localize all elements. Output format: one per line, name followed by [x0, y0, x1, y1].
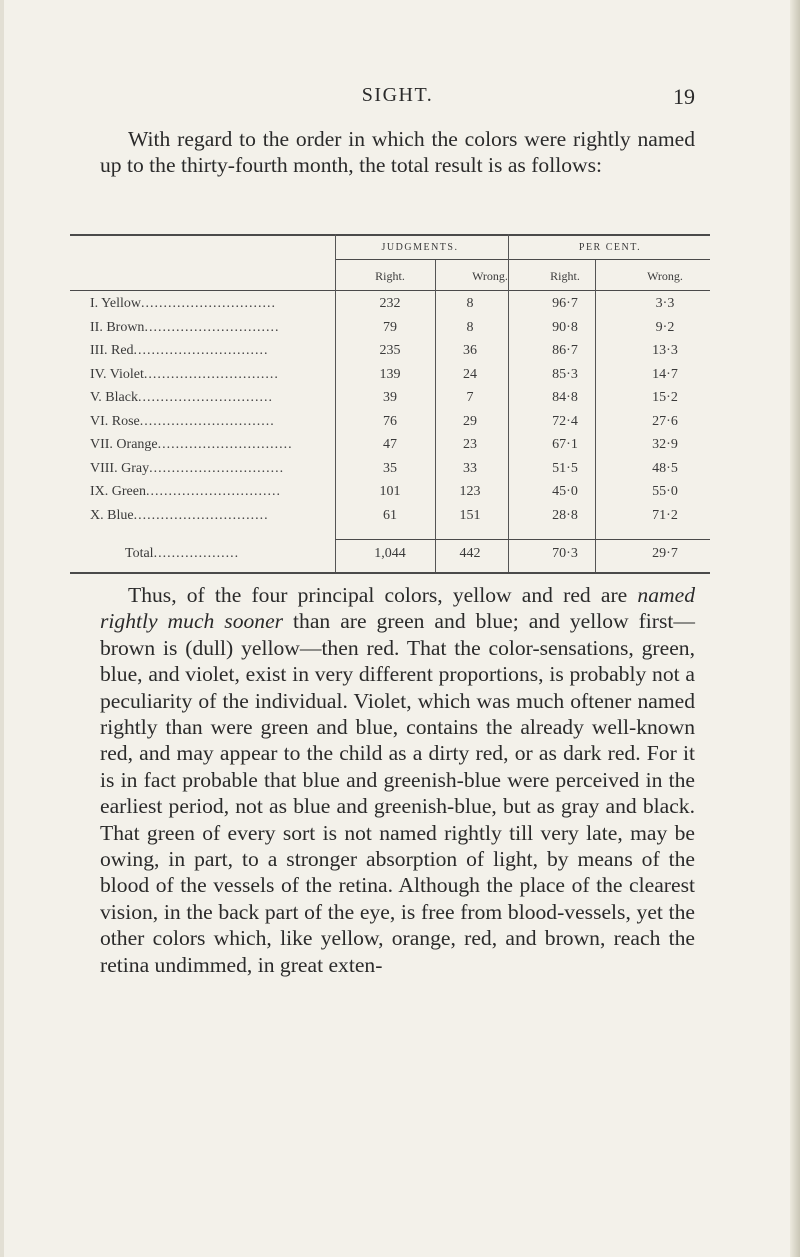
total-top-rule — [335, 539, 710, 540]
header-bottom-rule — [70, 290, 710, 291]
table-row — [70, 461, 710, 477]
group-header-rule — [335, 259, 710, 260]
cell-right-judgments: 232 — [379, 296, 401, 311]
discussion-paragraph: Thus, of the four principal colors, yellow and red are named rightly much sooner than are green and blue; and yellow first—brown is (dull) yellow—then red. That the color-sensations, green, blue, and violet, exist in very different proportions, is probably not a peculiarity of the individual. Violet, which was much oftener named rightly than were green and blue, contains the already well-known red, and may appear to the child as a dirty red, or as dark red. For it is in fact probable that blue and greenish-blue were perceived in the earliest period, not as blue and greenish-blue, but as gray and black. That green of every sort is not named rightly till very late, may be owing, in part, to a stronger absorption of light, by means of the blood of the vessels of the retina. Although the place of the clearest vision, in the back part of the eye, is free from blood-vessels, yet the other colors which, like yellow, orange, red, and brown, reach the retina undimmed, in great exten- — [100, 583, 695, 977]
cell-right-percent: 67·1 — [552, 437, 578, 452]
row-label: I. Yellow.............................. — [90, 296, 276, 311]
cell-right-judgments: 39 — [383, 390, 397, 405]
page-edge-left — [0, 0, 4, 1257]
col-header-right-judgments: Right. — [375, 269, 405, 283]
cell-wrong-judgments: 8 — [466, 319, 474, 335]
row-label: X. Blue.............................. — [90, 507, 269, 523]
cell-right-percent: 86·7 — [552, 343, 578, 358]
row-label: II. Brown.............................. — [90, 319, 280, 335]
page-edge-right — [790, 0, 800, 1257]
table-row-total — [70, 546, 710, 562]
cell-wrong-percent: 3·3 — [655, 296, 675, 311]
cell-wrong-percent: 32·9 — [652, 437, 678, 452]
row-label: V. Black.............................. — [90, 390, 273, 405]
cell-wrong-percent: 15·2 — [652, 390, 678, 405]
cell-wrong-percent: 48·5 — [652, 460, 678, 476]
color-judgments-table — [70, 234, 710, 574]
intro-paragraph: With regard to the order in which the colors were rightly named up to the thirty-fourth month, the total result is as follows: — [100, 127, 695, 178]
cell-wrong-percent: 13·3 — [652, 343, 678, 358]
table-row — [70, 414, 710, 430]
total-wrong-percent: 29·7 — [652, 546, 678, 561]
table-row — [70, 484, 710, 500]
cell-right-percent: 96·7 — [552, 296, 578, 311]
row-label: VII. Orange.............................. — [90, 437, 293, 452]
cell-right-percent: 90·8 — [552, 319, 578, 335]
running-head — [100, 84, 695, 110]
cell-right-percent: 28·8 — [552, 507, 578, 523]
cell-wrong-judgments: 7 — [466, 390, 474, 405]
row-label: III. Red.............................. — [90, 343, 269, 358]
cell-right-judgments: 139 — [379, 366, 401, 382]
cell-right-percent: 72·4 — [552, 413, 578, 429]
total-wrong-judgments: 442 — [459, 546, 481, 561]
cell-right-judgments: 101 — [379, 484, 401, 499]
cell-right-judgments: 76 — [383, 413, 397, 429]
group-header-per-cent: PER CENT. — [578, 242, 642, 253]
cell-wrong-judgments: 24 — [463, 366, 477, 382]
cell-right-judgments: 79 — [383, 319, 397, 335]
cell-wrong-judgments: 123 — [459, 484, 481, 499]
cell-right-judgments: 61 — [383, 507, 397, 523]
cell-wrong-percent: 71·2 — [652, 507, 678, 523]
row-label: IX. Green.............................. — [90, 484, 281, 499]
col-header-wrong-judgments: Wrong. — [472, 269, 508, 283]
cell-wrong-judgments: 23 — [463, 437, 477, 452]
cell-wrong-percent: 14·7 — [652, 366, 678, 382]
cell-wrong-judgments: 8 — [466, 296, 474, 311]
total-right-judgments: 1,044 — [374, 546, 406, 561]
cell-right-judgments: 47 — [383, 437, 397, 452]
cell-right-percent: 85·3 — [552, 366, 578, 382]
table-row — [70, 343, 710, 359]
table-row — [70, 437, 710, 453]
row-label: VIII. Gray.............................. — [90, 460, 285, 476]
group-header-judgments: JUDGMENTS. — [381, 242, 459, 253]
cell-right-judgments: 35 — [383, 460, 397, 476]
cell-wrong-judgments: 33 — [463, 460, 477, 476]
emphasis-text: named rightly much sooner — [100, 583, 695, 634]
cell-right-percent: 45·0 — [552, 484, 578, 499]
table-row — [70, 390, 710, 406]
cell-wrong-percent: 55·0 — [652, 484, 678, 499]
table-row — [70, 320, 710, 336]
running-head-title: SIGHT. — [361, 84, 434, 106]
table-top-rule — [70, 234, 710, 236]
total-label: Total................... — [125, 546, 240, 561]
row-label: IV. Violet.............................. — [90, 366, 279, 382]
table-bottom-rule — [70, 572, 710, 574]
col-header-wrong-percent: Wrong. — [647, 269, 683, 283]
table-row — [70, 296, 710, 312]
cell-wrong-percent: 9·2 — [655, 319, 675, 335]
cell-right-percent: 51·5 — [552, 460, 578, 476]
cell-wrong-judgments: 151 — [459, 507, 481, 523]
row-label: VI. Rose.............................. — [90, 413, 275, 429]
cell-right-judgments: 235 — [379, 343, 401, 358]
cell-right-percent: 84·8 — [552, 390, 578, 405]
cell-wrong-percent: 27·6 — [652, 413, 678, 429]
table-row — [70, 367, 710, 383]
total-right-percent: 70·3 — [552, 546, 578, 561]
cell-wrong-judgments: 29 — [463, 413, 477, 429]
col-header-right-percent: Right. — [550, 269, 580, 283]
cell-wrong-judgments: 36 — [463, 343, 477, 358]
page-number: 19 — [673, 84, 695, 109]
table-row — [70, 508, 710, 524]
